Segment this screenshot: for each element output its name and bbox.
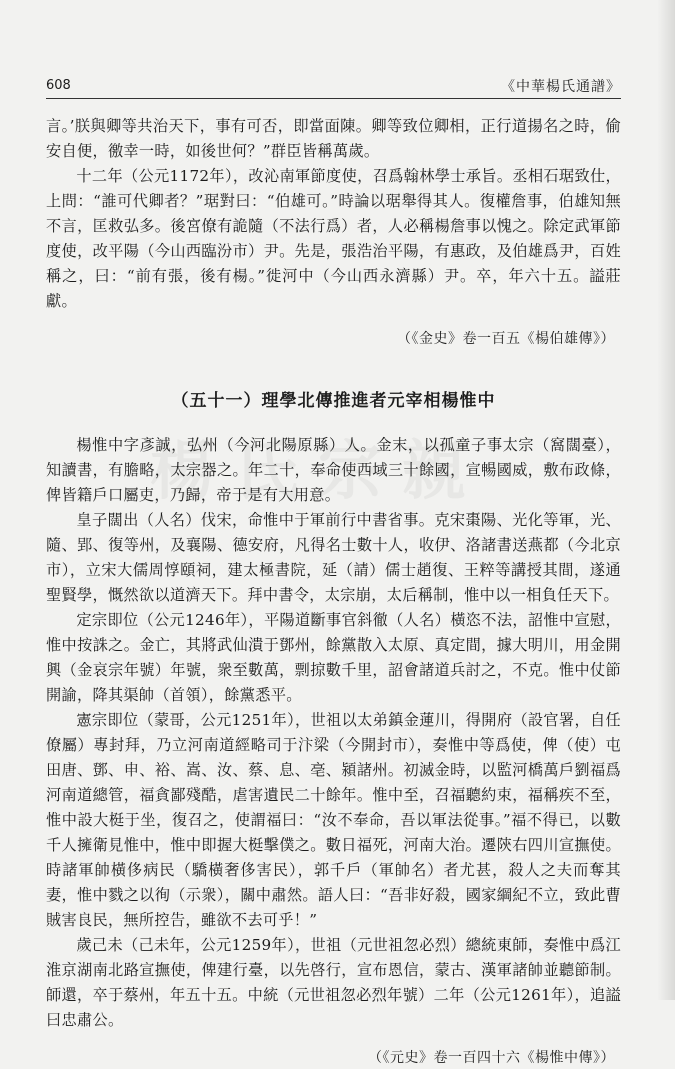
page-number: 608 [46,78,71,93]
header-rule [46,98,621,99]
page-edge-shadow [657,0,675,1000]
paragraph: 十二年（公元1172年），改沁南軍節度使，召爲翰林學士承旨。丞相石琚致仕，上問：“誰可代卿者？”琚對曰：“伯雄可。”時論以琚舉得其人。復權詹事，伯雄知無不言，匡救弘多。後宮僚有詭隨（不法行爲）者，人必稱楊詹事以愧之。除定武軍節度使，改平陽（今山西臨汾市）尹。先是，張浩治平陽，有惠政，及伯雄爲尹，百姓稱之，曰：“前有張，後有楊。”徙河中（今山西永濟縣）尹。卒，年六十五。謚莊獻。 [46,167,621,310]
page-header [46,74,621,100]
section-title: （五十一）理學北傳推進者元宰相楊惟中 [171,391,496,411]
source-citation: （《元史》卷一百四十六《楊惟中傳》） [368,1050,615,1066]
paragraph: 言。’朕與卿等共治天下，事有可否，即當面陳。卿等致位卿相，正行道揚名之時，偷安自便，徼幸一時，如後世何？”群臣皆稱萬歲。 [46,117,621,160]
paragraph: 皇子闊出（人名）伐宋，命惟中于軍前行中書省事。克宋棗陽、光化等軍，光、隨、郢、復等州，及襄陽、德安府，凡得名士數十人，收伊、洛諸書送燕都（今北京市），立宋大儒周惇頤祠，建太極書院，延（請）儒士趙復、王粹等講授其間，遂通聖賢學，慨然欲以道濟天下。拜中書令，太宗崩，太后稱制，惟中以一相負任天下。 [46,511,621,604]
source-citation: （《金史》卷一百五《楊伯雄傳》） [397,331,615,347]
paragraph: 憲宗即位（蒙哥，公元1251年），世祖以太弟鎮金蓮川，得開府（設官署，自任僚屬）專封拜，乃立河南道經略司于汴梁（今開封市），奏惟中等爲使，俾（使）屯田唐、鄧、申、裕、嵩、汝、蔡、息、亳、潁諸州。初滅金時，以監河橋萬戶劉福爲河南道總管，福貪鄙殘酷，虐害遺民二十餘年。惟中至，召福聽約束，福稱疾不至，惟中設大梃于坐，復召之，使謂福曰：“汝不奉命，吾以軍法從事。”福不得已，以數千人擁衛見惟中，惟中即握大梃擊僕之。數日福死，河南大治。遷陝右四川宣撫使。時諸軍帥橫侈病民（驕橫奢侈害民），郭千戶（軍帥名）者尤甚，殺人之夫而奪其妻，惟中戮之以徇（示衆），關中肅然。語人曰：“吾非好殺，國家綱紀不立，致此曹賊害良民，無所控告，雖欲不去可乎！” [46,711,621,929]
running-title: 《中華楊氏通譜》 [501,79,621,95]
paragraph: 定宗即位（公元1246年），平陽道斷事官斜徹（人名）橫恣不法，詔惟中宣慰，惟中按誅之。金亡，其將武仙潰于鄧州，餘黨散入太原、真定間，據大明川，用金開興（金哀宗年號）年號，衆至數萬，剽掠數千里，詔會諸道兵討之，不克。惟中仗節開諭，降其渠帥（首領），餘黨悉平。 [46,611,621,704]
paragraph: 楊惟中字彥誠，弘州（今河北陽原縣）人。金末，以孤童子事太宗（窩闊臺），知讀書，有膽略，太宗器之。年二十，奉命使西域三十餘國，宣暢國威，敷布政條，俾皆籍戶口屬吏，乃歸，帝于是有大用意。 [46,436,621,504]
paragraph: 歲己未（己未年，公元1259年），世祖（元世祖忽必烈）總統東師，奏惟中爲江淮京湖南北路宣撫使，俾建行臺，以先啓行，宣布恩信，蒙古、漢軍諸帥並聽節制。師還，卒于蔡州，年五十五。中統（元世祖忽必烈年號）二年（公元1261年），追謚曰忠肅公。 [46,936,621,1029]
page-body [46,114,621,1069]
